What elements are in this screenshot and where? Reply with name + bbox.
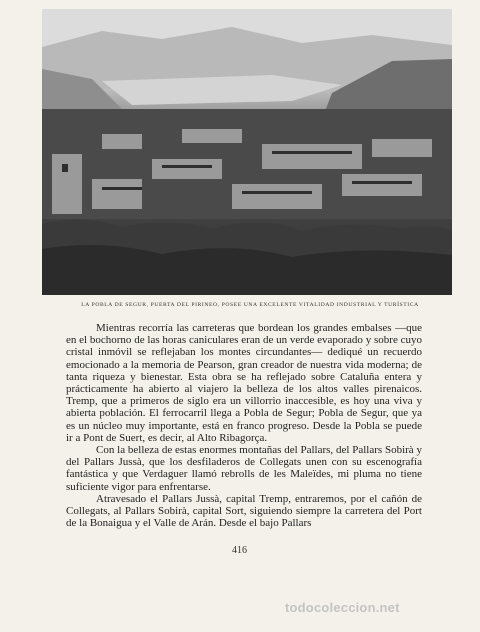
- article-body: [66, 322, 422, 529]
- paragraph-3: Atravesado el Pallars Jussà, capital Tremp, entraremos, por el cañón de Collegats, al Pallars Sobirà, capital Sort, siguiendo siempre la carretera del Port de la Bonaigua y el Valle de Arán. Desde el bajo Pallars: [66, 492, 422, 530]
- paragraph-1: Mientras recorría las carreteras que bordean los grandes embalses —que en el bochorno de las horas caniculares eran de un verde evaporado y sobre cuyo cristal inmóvil se reflejaban los montes circundantes— dediqué un recuerdo emocionado a la memoria de Pearson, gran creador de nuestra vida moderna; de tanta riqueza y bienestar. Esta obra se ha reflejado sobre Cataluña entera y prácticamente ha abierto al viajero la belleza de los altos valles pirenaicos. Tremp, que a primeros de siglo era un villorrio inaccesible, es hoy una viva y abierta población. El ferrocarril llega a Pobla de Segur; Pobla de Segur, que ya es un núcleo muy importante, está en franco progreso. Desde la Pobla se puede ir a Pont de Suert, es decir, al Alto Ribagorça.: [66, 322, 422, 444]
- paragraph-2: Con la belleza de estas enormes montañas del Pallars, del Pallars Sobirà y del Pallars Jussà, que los desfiladeros de Collegats unen con su escenografía fantástica y que Verdaguer llamó rebrolls de les Maleïdes, mi pluma no tiene suficiente vigor para enfrentarse.: [66, 444, 422, 493]
- photo-caption: LA POBLA DE SEGUR, PUERTA DEL PIRINEO, POSEE UNA EXCELENTE VITALIDAD INDUSTRIAL Y TURÍSTICA: [81, 302, 419, 308]
- watermark-logo: todocoleccion.net: [285, 600, 400, 615]
- page-number: 416: [232, 545, 247, 556]
- town-photograph: [42, 9, 452, 295]
